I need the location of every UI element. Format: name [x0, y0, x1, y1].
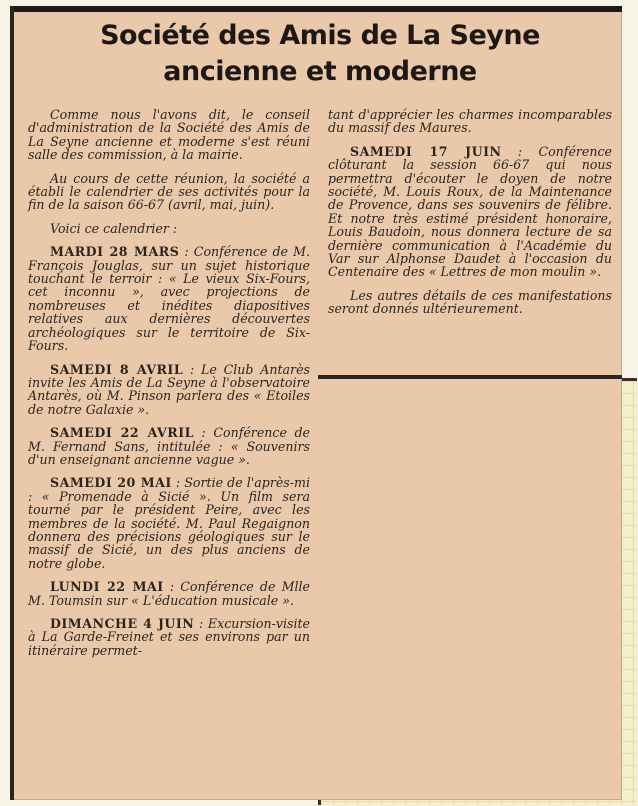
paragraph-meeting	[28, 172, 310, 212]
paragraph-text: tant d'apprécier les charmes incomparables du massif des Maures.	[328, 107, 612, 136]
event-entry	[28, 580, 310, 607]
event-date: DIMANCHE 4 JUIN	[50, 616, 195, 631]
event-entry	[28, 476, 310, 570]
event-date: MARDI 28 MARS	[50, 244, 180, 260]
event-entry	[328, 145, 612, 279]
paragraph-closing	[328, 289, 612, 316]
event-date: SAMEDI 17 JUIN	[350, 143, 502, 159]
paragraph-text: Les autres détails de ces manifestations seront donnés ultérieurement.	[328, 287, 612, 317]
event-description: : Sortie de l'après-mi : « Promenade à Sicié ». Un film sera tourné par le président Peire, avec les membres de la société. M. Paul Regaignon donnera des précisions géologiques sur le massif de Sicié, un des plus anciens de notre globe.	[28, 475, 310, 571]
event-description: : Conférence clôturant la session 66-67 qui nous permettra d'écouter le doyen de notre société, M. Louis Roux, de la Maintenance de Provence, dans ses souvenirs de félibre. Et notre très estimé président honoraire, Louis Baudoin, nous donnera lecture de sa dernière communication à l'Académie du Var sur Alphonse Daudet à l'occasion du Centenaire des « Lettres de mon moulin ».	[328, 143, 612, 280]
event-date: SAMEDI 22 AVRIL	[50, 425, 194, 441]
title-line-2: ancienne et moderne	[163, 56, 477, 87]
article-title	[60, 18, 580, 90]
event-entry	[28, 363, 310, 417]
paragraph-calendar-intro	[28, 222, 310, 235]
paragraph-text: Voici ce calendrier :	[50, 220, 178, 236]
event-entry	[28, 245, 310, 352]
event-description: : Le Club Antarès invite les Amis de La Seyne à l'observatoire Antarès, où M. Pinson parlera des « Etoiles de notre Galaxie ».	[28, 361, 310, 417]
event-date: SAMEDI 8 AVRIL	[50, 361, 184, 377]
left-column	[28, 108, 310, 667]
event-date: SAMEDI 20 MAI	[50, 475, 172, 491]
event-description: : Conférence de M. François Jouglas, sur un sujet historique touchant le terroir : « Le vieux Six-Fours, cet inconnu », avec projections de nombreuses et inédites diapositives relatives aux dernières découvertes archéologiques sur le territoire de Six-Fours.	[28, 244, 311, 354]
right-column	[328, 108, 612, 326]
paragraph-text: Au cours de cette réunion, la société a établi le calendrier de ses activités pour la fin de la saison 66-67 (avril, mai, juin).	[28, 170, 310, 213]
clipping-cut-edge	[318, 375, 622, 379]
event-description: : Conférence de Mlle M. Toumsin sur « L'éducation musicale ».	[28, 579, 310, 608]
paragraph-intro	[28, 108, 310, 162]
paragraph-text: Comme nous l'avons dit, le conseil d'administration de la Société des Amis de La Seyne ancienne et moderne s'est réuni salle des commission, à la mairie.	[28, 107, 310, 163]
event-description: : Conférence de M. Fernand Sans, intitulée : « Souvenirs d'un enseignant ancienne vague ».	[28, 425, 310, 467]
paragraph-continuation	[328, 108, 612, 135]
event-entry	[28, 617, 310, 657]
title-line-1: Société des Amis de La Seyne	[100, 20, 540, 51]
clipping-top-edge	[10, 6, 622, 12]
event-date: LUNDI 22 MAI	[50, 579, 164, 595]
event-description: : Excursion-visite à La Garde-Freinet et ses environs par un itinéraire permet-	[28, 616, 310, 658]
event-entry	[28, 426, 310, 466]
clipping-left-edge	[10, 6, 14, 800]
